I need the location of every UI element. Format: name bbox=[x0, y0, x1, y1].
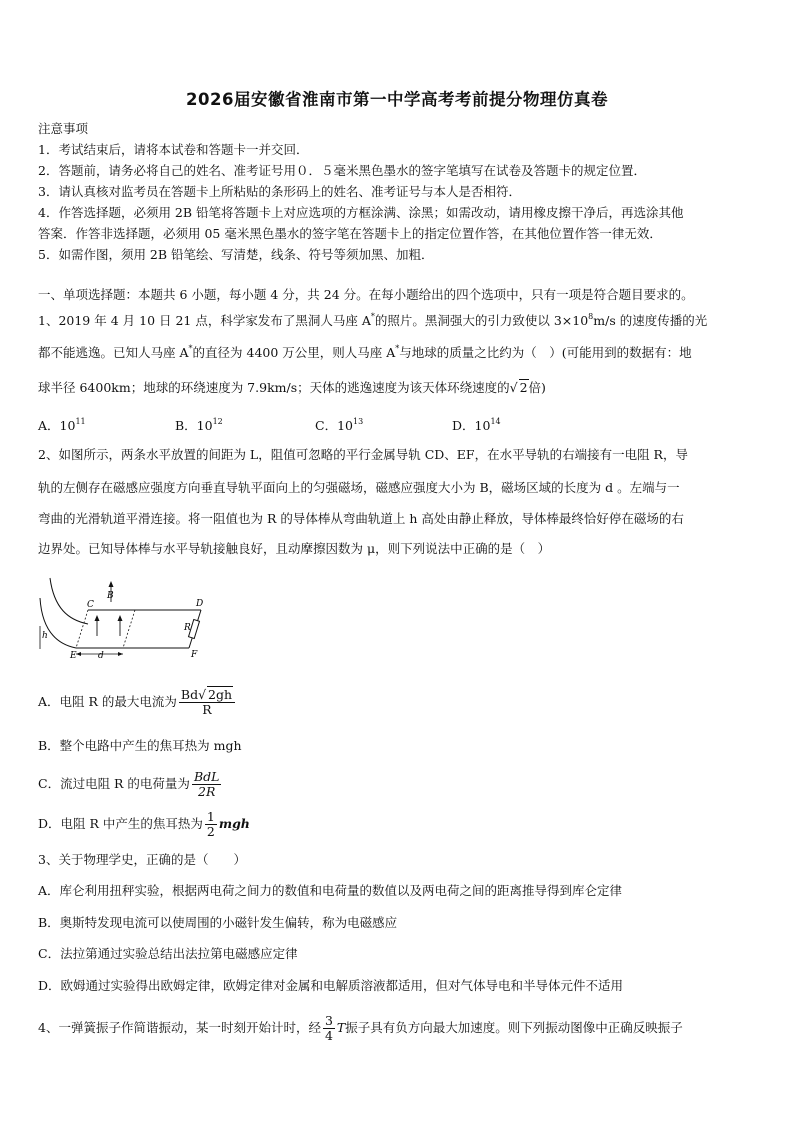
field-boundary-right bbox=[123, 610, 135, 648]
q2-option-c bbox=[38, 770, 223, 799]
notice-item-4-cont: 答案．作答非选择题，必须用 05 毫米黑色墨水的签字笔在答题卡上的指定位置作答，在其他位置作答一律无效． bbox=[38, 226, 662, 241]
q3-stem: 3、关于物理学史，正确的是（ ） bbox=[38, 852, 246, 867]
q1-line-1 bbox=[38, 313, 707, 329]
fraction-denominator: 2R bbox=[198, 784, 216, 799]
q3-option-d: D．欧姆通过实验得出欧姆定律，欧姆定律对金属和电解质溶液都适用，但对气体导电和半导体元件不适用 bbox=[38, 978, 624, 993]
q3-option-c: C．法拉第通过实验总结出法拉第电磁感应定律 bbox=[38, 946, 298, 961]
q1-option-label: B．10 bbox=[175, 418, 213, 433]
notice-item-1: 1．考试结束后，请将本试卷和答题卡一并交回． bbox=[38, 142, 309, 157]
notice-item-5: 5．如需作图，须用 2B 铅笔绘、写清楚，线条、符号等须加黑、加粗． bbox=[38, 247, 434, 262]
q1-option-c bbox=[315, 416, 363, 434]
fraction-numerator: BdL bbox=[193, 769, 220, 784]
label-e: E bbox=[70, 651, 77, 661]
fraction-denominator: R bbox=[202, 702, 212, 717]
q1-option-label: A．10 bbox=[38, 418, 76, 433]
q1-option-b bbox=[175, 416, 223, 434]
label-h: h bbox=[42, 631, 48, 641]
q1-sup: 8 bbox=[588, 312, 594, 321]
fraction-denominator: 2 bbox=[206, 824, 215, 839]
q2-line-3: 弯曲的光滑轨道平滑连接。将一阻值也为 R 的导体棒从弯曲轨道上 h 高处由静止释放，导体棒最终恰好停在磁场的右 bbox=[38, 511, 684, 526]
fraction-numerator: 1 bbox=[206, 809, 215, 824]
q1-option-exp: 11 bbox=[75, 417, 86, 426]
sqrt-symbol: √ bbox=[198, 687, 207, 702]
q2-option-d bbox=[38, 810, 250, 839]
fraction bbox=[192, 770, 222, 799]
field-boundary-left bbox=[76, 610, 88, 648]
label-f: F bbox=[191, 650, 198, 660]
notice-item-3: 3．请认真核对监考员在答题卡上所粘贴的条形码上的姓名、准考证号与本人是否相符． bbox=[38, 184, 521, 199]
q1-sup: * bbox=[395, 344, 400, 353]
fraction bbox=[205, 810, 217, 839]
exam-title: 2026届安徽省淮南市第一中学高考考前提分物理仿真卷 bbox=[186, 90, 608, 109]
q1-sup: * bbox=[370, 312, 375, 321]
q2-option-text: C．流过电阻 R 的电荷量为 bbox=[38, 776, 190, 791]
q1-sqrt-value: 2 bbox=[519, 380, 528, 395]
q2-option-b: B．整个电路中产生的焦耳热为 mgh bbox=[38, 738, 242, 753]
q2-option-text: D．电阻 R 中产生的焦耳热为 bbox=[38, 816, 203, 831]
curved-rail-back bbox=[50, 578, 88, 624]
q3-option-b: B．奥斯特发现电流可以使周围的小磁针发生偏转，称为电磁感应 bbox=[38, 915, 398, 930]
q2-line-2: 轨的左侧存在磁感应强度方向垂直导轨平面向上的匀强磁场，磁感应强度大小为 B，磁场区域的长度为 d 。左端与一 bbox=[38, 480, 680, 495]
q1-sup: * bbox=[188, 344, 193, 353]
q1-text: 倍) bbox=[528, 380, 546, 395]
fraction-numerator bbox=[179, 688, 235, 703]
label-d: D bbox=[196, 599, 204, 609]
q1-line-2 bbox=[38, 345, 692, 361]
notice-heading: 注意事项 bbox=[38, 121, 89, 136]
q4-text: 振子具有负方向最大加速度。则下列振动图像中正确反映振子 bbox=[345, 1020, 683, 1035]
q3-option-a: A．库仑利用扭秤实验，根据两电荷之间力的数值和电荷量的数值以及两电荷之间的距离推导得到库仑定律 bbox=[38, 883, 623, 898]
section-heading: 一、单项选择题：本题共 6 小题，每小题 4 分，共 24 分。在每小题给出的四个选项中，只有一项是符合题目要求的。 bbox=[38, 287, 694, 302]
q1-text: 球半径 6400km；地球的环绕速度为 7.9km/s；天体的逃逸速度为该天体环绕速度的 bbox=[38, 380, 510, 395]
q1-text: 的直径为 4400 万公里，则人马座 A bbox=[192, 345, 396, 360]
q4-text: 4、一弹簧振子作简谐振动，某一时刻开始计时，经 bbox=[38, 1020, 321, 1035]
q2-sqrt: 2gh bbox=[208, 687, 233, 702]
q1-text: 的照片。黑洞强大的引力致使以 3×10 bbox=[374, 313, 589, 328]
q2-option-a bbox=[38, 688, 237, 717]
q4-stem bbox=[38, 1014, 683, 1043]
fraction-numerator: 3 bbox=[324, 1013, 333, 1028]
label-b: B bbox=[107, 591, 114, 601]
width-marker-head-left bbox=[76, 652, 81, 656]
field-arrow-1-head bbox=[95, 615, 100, 621]
notice-item-2: 2．答题前，请务必将自己的姓名、准考证号用０．５毫米黑色墨水的签字笔填写在试卷及答题卡的规定位置． bbox=[38, 163, 646, 178]
q1-text: m/s 的速度传播的光 bbox=[593, 313, 708, 328]
q2-num: Bd bbox=[180, 687, 199, 702]
q1-option-exp: 14 bbox=[490, 417, 501, 426]
fraction-denominator: 4 bbox=[324, 1028, 333, 1043]
label-d-width: d bbox=[98, 651, 104, 661]
label-r: R bbox=[184, 623, 191, 633]
q1-text: 1、2019 年 4 月 10 日 21 点，科学家发布了黑洞人马座 A bbox=[38, 313, 371, 328]
width-marker-head-right bbox=[118, 652, 123, 656]
field-arrow-2-head bbox=[109, 581, 114, 587]
q1-option-a bbox=[38, 416, 86, 434]
q2-line-1: 2、如图所示，两条水平放置的间距为 L，阻值可忽略的平行金属导轨 CD、EF，在水平导轨的右端接有一电阻 R，导 bbox=[38, 447, 688, 462]
q1-option-label: C．10 bbox=[315, 418, 353, 433]
q1-text: 都不能逃逸。已知人马座 A bbox=[38, 345, 189, 360]
q1-option-d bbox=[452, 416, 501, 434]
notice-item-4: 4．作答选择题，必须用 2B 铅笔将答题卡上对应选项的方框涂满、涂黑；如需改动，请用橡皮擦干净后，再选涂其他 bbox=[38, 205, 684, 220]
q4-period: T bbox=[336, 1020, 346, 1035]
rail-diagram bbox=[38, 574, 213, 664]
q2-line-4: 边界处。已知导体棒与水平导轨接触良好，且动摩擦因数为 μ，则下列说法中正确的是（ ） bbox=[38, 541, 551, 556]
q1-option-exp: 13 bbox=[352, 417, 364, 426]
fraction bbox=[323, 1014, 335, 1043]
field-arrow-3-head bbox=[118, 615, 123, 621]
q1-option-exp: 12 bbox=[212, 417, 223, 426]
sqrt-symbol: √ bbox=[509, 380, 518, 395]
q1-text: 与地球的质量之比约为（ ）(可能用到的数据有：地 bbox=[399, 345, 692, 360]
label-c: C bbox=[87, 600, 94, 610]
q2-option-text: A．电阻 R 的最大电流为 bbox=[38, 694, 177, 709]
q1-line-3 bbox=[38, 380, 546, 396]
q2-option-tail: mgh bbox=[218, 816, 250, 831]
fraction bbox=[179, 688, 235, 717]
q1-option-label: D．10 bbox=[452, 418, 491, 433]
